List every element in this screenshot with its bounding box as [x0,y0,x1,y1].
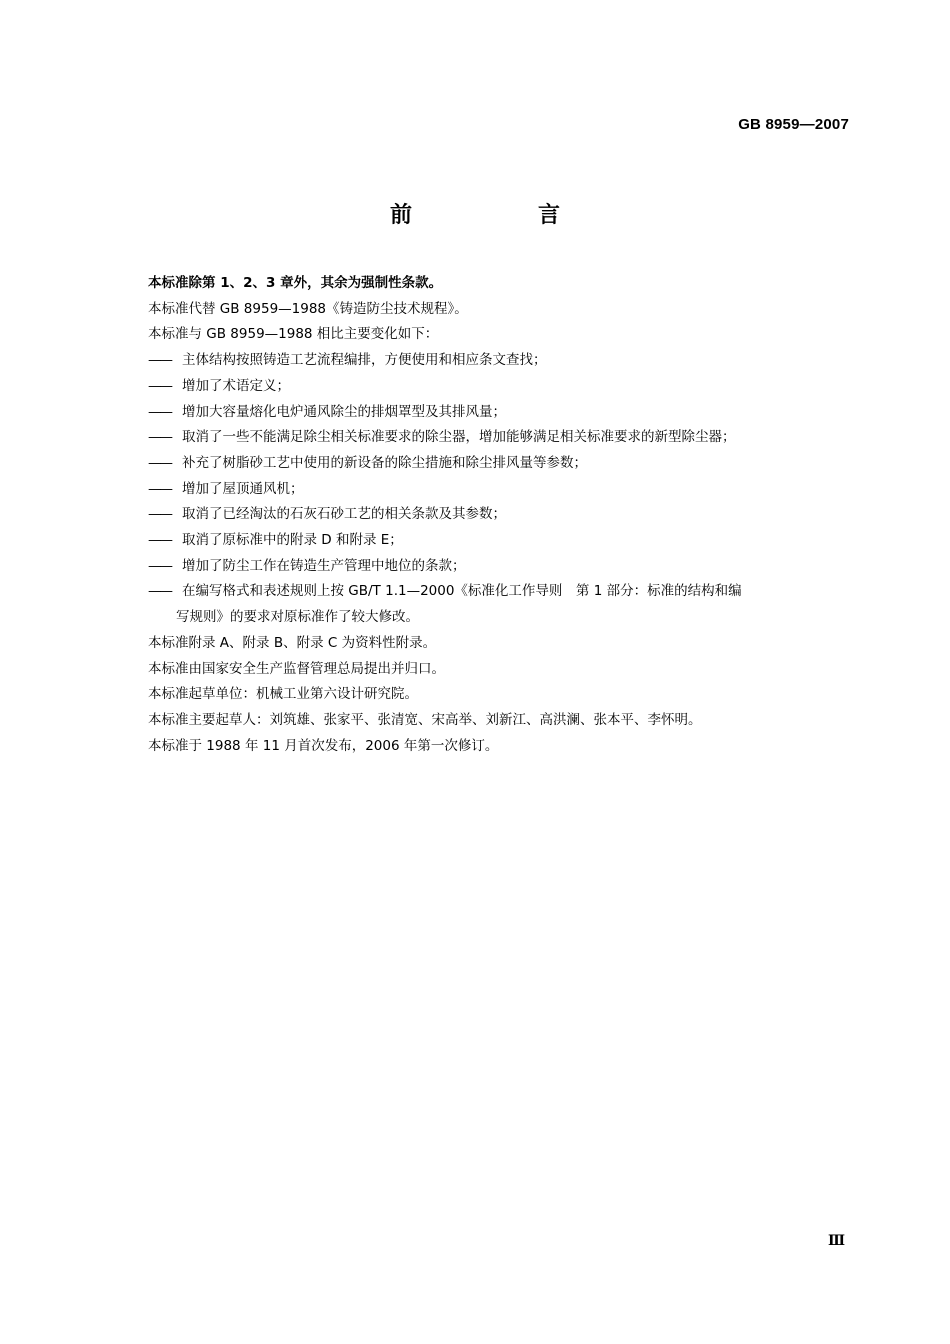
change-item-text: 取消了已经淘汰的石灰石砂工艺的相关条款及其参数； [182,506,506,523]
replacement-statement: 本标准代替 GB 8959—1988《铸造防尘技术规程》。 [148,300,468,317]
dash-mark: —— [148,532,171,549]
change-item [148,400,858,426]
mandatory-clause-statement: 本标准除第 1、2、3 章外，其余为强制性条款。 [148,275,443,291]
dash-mark: —— [148,377,171,394]
change-item [148,554,858,580]
change-item-text: 增加了防尘工作在铸造生产管理中地位的条款； [182,557,466,574]
change-item-text: 在编写格式和表述规则上按 GB/T 1.1—2000《标准化工作导则 第 1 部分：标准的结构和编 [182,583,742,600]
change-item-text: 补充了树脂砂工艺中使用的新设备的除尘措施和除尘排风量等参数； [182,454,587,471]
dash-mark: —— [148,480,171,497]
drafting-unit-statement: 本标准起草单位：机械工业第六设计研究院。 [148,686,418,703]
change-item-continuation: 写规则》的要求对原标准作了较大修改。 [176,609,419,626]
change-item-text: 主体结构按照铸造工艺流程编排，方便使用和相应条文查找； [182,352,547,369]
change-item [148,374,858,400]
change-item [148,348,858,374]
annex-statement: 本标准附录 A、附录 B、附录 C 为资料性附录。 [148,634,437,651]
changes-intro: 本标准与 GB 8959—1988 相比主要变化如下： [148,326,439,343]
dash-mark: —— [148,506,171,523]
change-item [148,502,858,528]
dash-mark: —— [148,454,171,471]
dash-mark: —— [148,557,171,574]
change-item-text: 增加了屋顶通风机； [182,480,304,497]
drafters-statement: 本标准主要起草人：刘筑雄、张家平、张清宽、宋高举、刘新江、高洪澜、张本平、李怀明。 [148,711,702,728]
dash-mark: —— [148,403,171,420]
dash-mark: —— [148,429,171,446]
standard-code: GB 8959—2007 [738,116,849,133]
foreword-body [148,271,858,759]
dash-mark: —— [148,583,171,600]
change-item [148,425,858,451]
change-item [148,579,858,605]
page-number: Ⅲ [827,1234,844,1249]
change-item [148,477,858,503]
change-item [148,451,858,477]
change-item-text: 取消了原标准中的附录 D 和附录 E； [182,532,403,549]
release-history-statement: 本标准于 1988 年 11 月首次发布，2006 年第一次修订。 [148,737,499,754]
change-item-text: 取消了一些不能满足除尘相关标准要求的除尘器，增加能够满足相关标准要求的新型除尘器； [182,429,736,446]
proposer-statement: 本标准由国家安全生产监督管理总局提出并归口。 [148,660,445,677]
change-item-text: 增加了术语定义； [182,377,290,394]
dash-mark: —— [148,352,171,369]
change-item-text: 增加大容量熔化电炉通风除尘的排烟罩型及其排风量； [182,403,506,420]
page-title: 前 言 [389,203,612,228]
change-item [148,528,858,554]
